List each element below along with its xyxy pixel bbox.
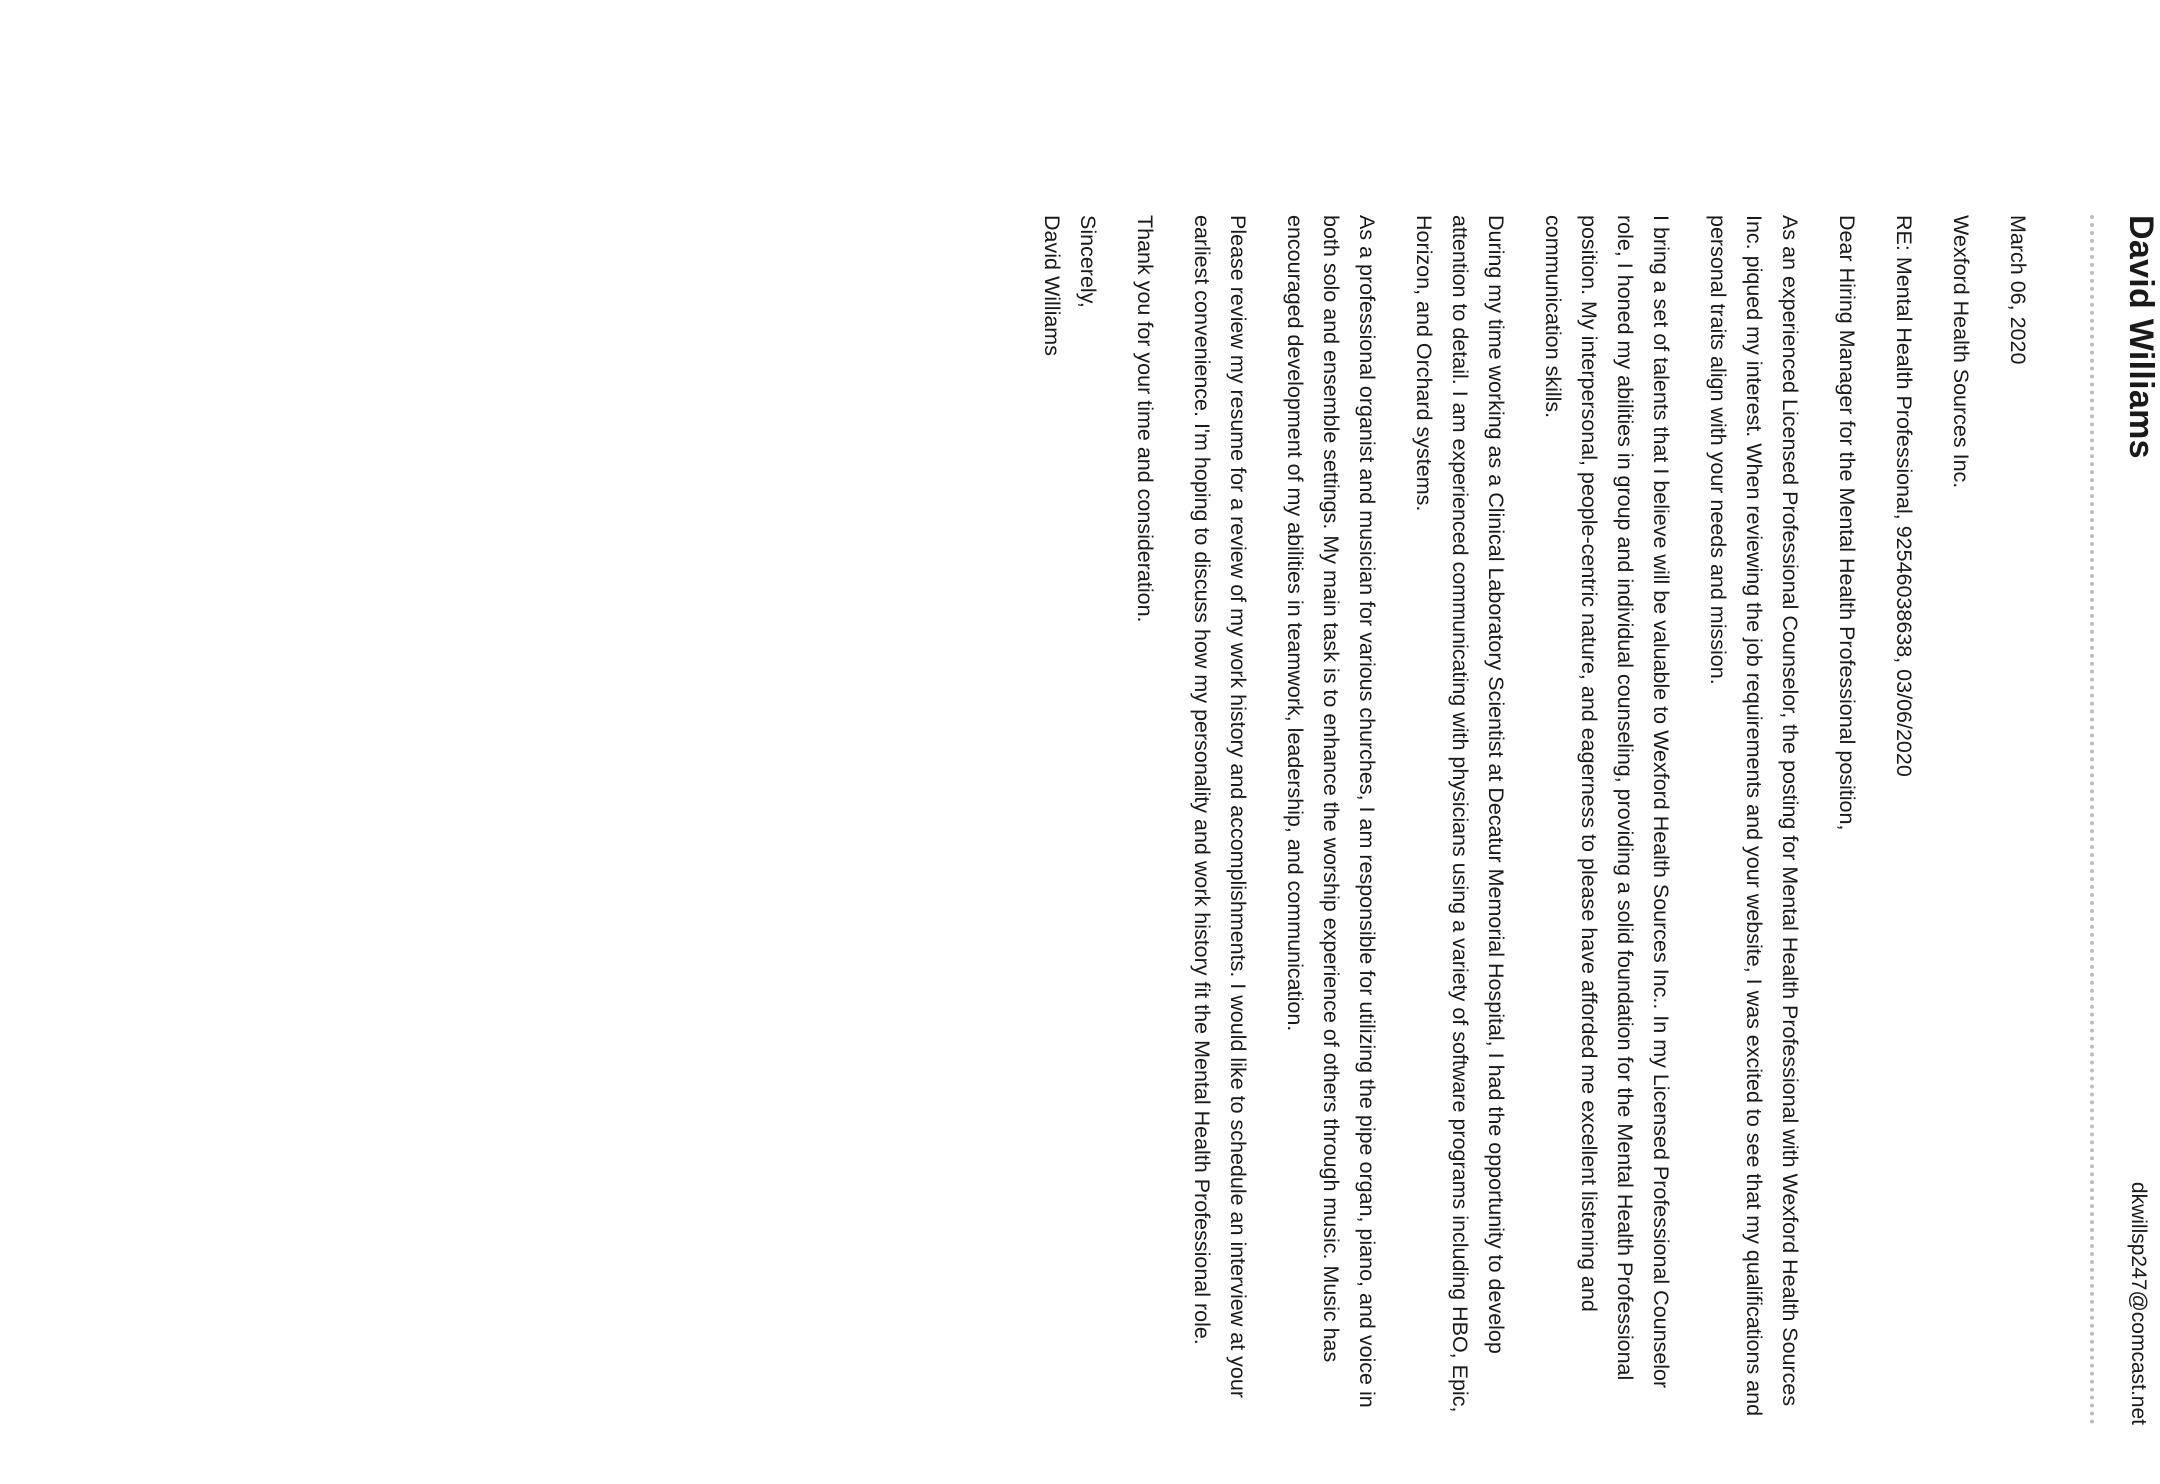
signature: David Williams <box>1040 215 1064 356</box>
re-line: RE: Mental Health Professional, 9254603863​8, 03/06/2020 <box>1892 215 1916 777</box>
rotated-letter-page <box>470 215 2160 1425</box>
letter-body <box>1034 215 2036 1425</box>
paragraph-request: Please review my resume for a review of my work history and accomplishments. I would like to schedule an interview at your earliest convenience. I'm hoping to discuss how my personality and work history fit the Mental Health Professional role. <box>1190 215 1250 1398</box>
salutation: Dear Hiring Manager for the Mental Health Professional position, <box>1835 215 1859 831</box>
paragraph-intro: As an experienced Licensed Professional Counselor, the posting for Mental Health Professional with Wexford Health Sources Inc. piqued my interest. When reviewing the job requirements and your website, I was excited to see that my qualifications and personal traits align with your needs and mission. <box>1706 215 1802 1417</box>
paragraph-lab-experience: During my time working as a Clinical Laboratory Scientist at Decatur Memorial Hospital, I had the opportunity to develop attention to detail. I am experienced communicating with physicians using a variety of software programs including HBO, Epic, Horizon, and Orchard systems. <box>1412 215 1508 1413</box>
letter-header <box>2100 215 2160 1425</box>
letter-date: March 06, 2020 <box>2006 215 2030 365</box>
recipient-company: Wexford Health Sources Inc. <box>1949 215 1973 489</box>
paragraph-music: As a professional organist and musician for various churches, I am responsible for utilizing the pipe organ, piano, and voice in both solo and ensemble settings. My main task is to enhance the worship experience of others through music. Music has encouraged development of my abilities in teamwork, leadership, and communication. <box>1283 215 1379 1408</box>
sender-email: dkwillsp247@comcast.net <box>2127 1181 2150 1425</box>
paragraph-thanks: Thank you for your time and consideration. <box>1133 215 1157 623</box>
header-divider <box>2090 215 2094 1425</box>
closing: Sincerely, <box>1076 215 1100 308</box>
sender-name: David Williams <box>2122 215 2160 459</box>
paragraph-talents: I bring a set of talents that I believe will be valuable to Wexford Health Sources Inc.. In my Licensed Professional Counselor role, I honed my abilities in group and individual counseling, providing a solid foundation for the Mental Health Professional position. My interpersonal, people-centric nature, and eagerness to please have afforded me excellent listening and communication skills. <box>1541 215 1673 1389</box>
